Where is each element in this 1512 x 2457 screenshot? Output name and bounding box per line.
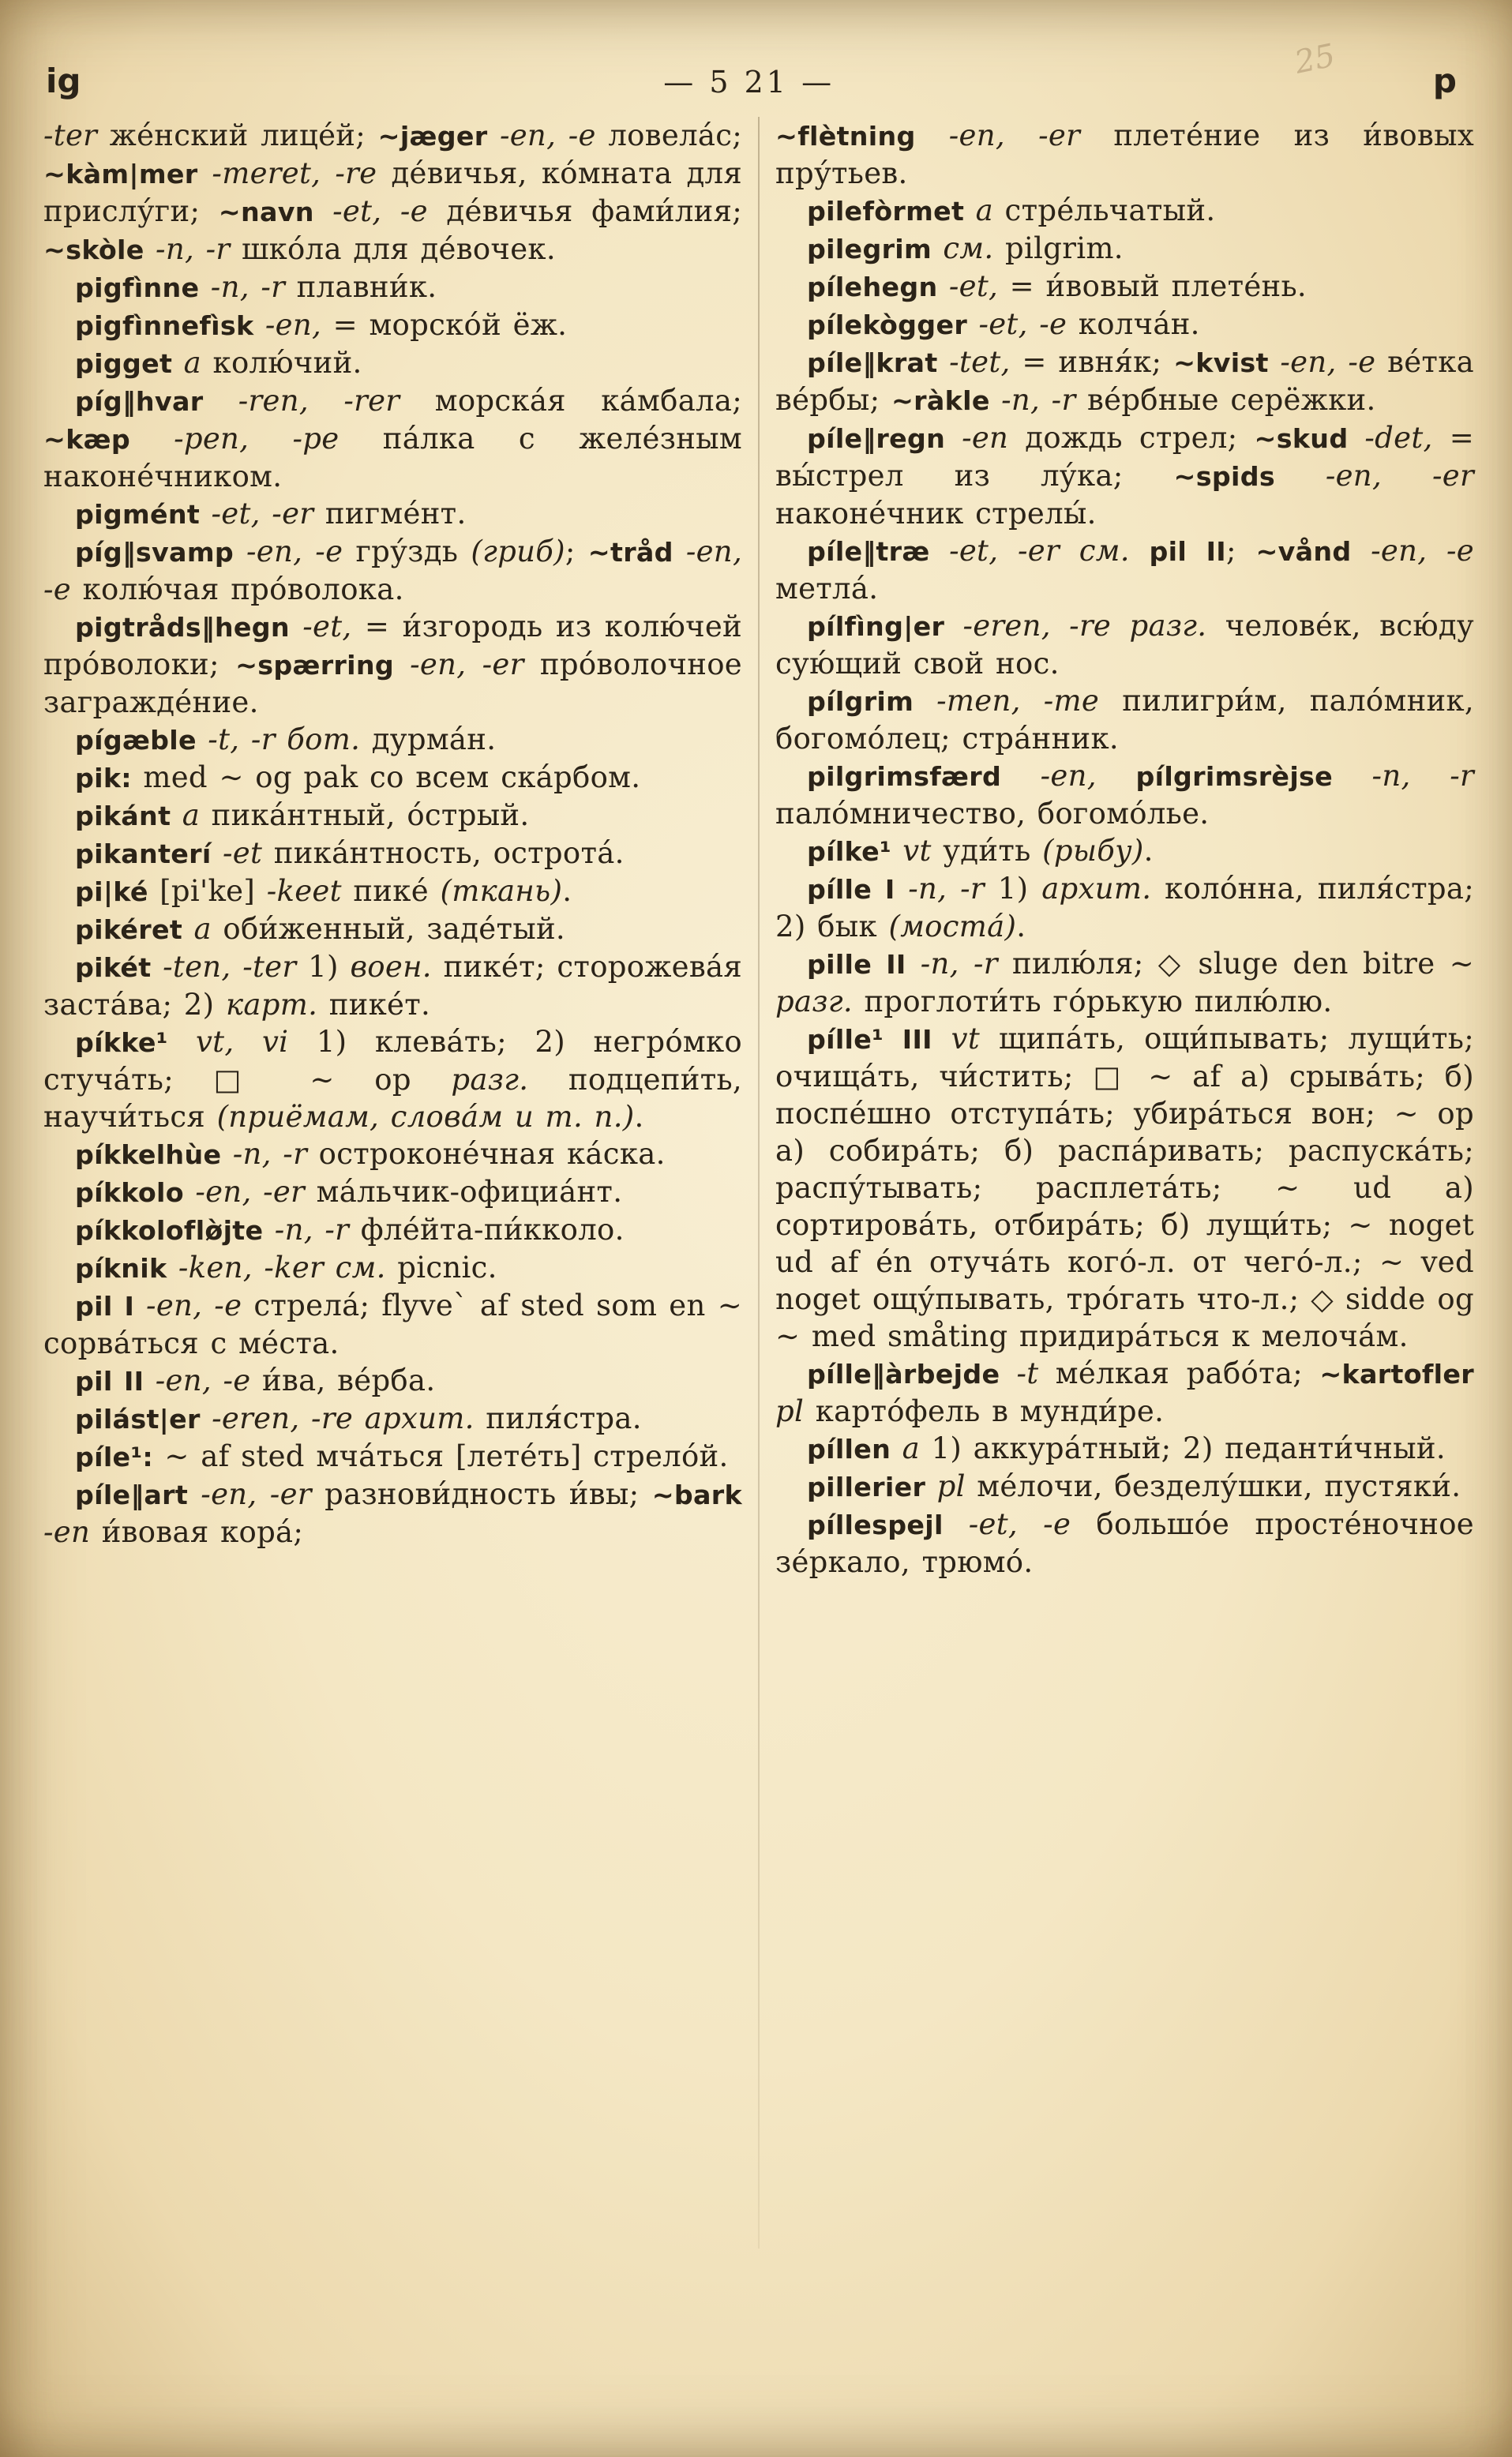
grammar-label: воен.	[350, 950, 444, 984]
dictionary-entry	[775, 117, 1474, 192]
grammar-label: -en	[962, 421, 1026, 455]
grammar-label: -ten, -ter	[163, 950, 309, 984]
grammar-label: -en, -e	[1280, 345, 1388, 379]
definition-text: ловела́с;	[608, 118, 743, 152]
definition-text: .	[562, 874, 572, 908]
dictionary-entry	[43, 910, 742, 948]
headword: pígæble	[75, 725, 208, 756]
definition-text: ;	[1225, 534, 1256, 568]
headword: ∼skòle	[43, 234, 156, 265]
dictionary-entry	[775, 607, 1474, 682]
grammar-label: разг.	[1129, 609, 1225, 643]
grammar-label: vt	[951, 1022, 999, 1056]
headword: pigmént	[75, 499, 212, 530]
grammar-label: -meret, -re	[212, 156, 392, 190]
headword: pílgrim	[807, 686, 937, 717]
grammar-label: -en, -e	[146, 1289, 254, 1322]
headword: píllespejl	[807, 1510, 969, 1540]
dictionary-entry	[43, 268, 742, 306]
grammar-label: a	[183, 346, 213, 380]
headword: píknik	[75, 1253, 178, 1284]
dictionary-entry	[775, 1020, 1474, 1355]
grammar-label: -tet,	[949, 345, 1022, 379]
dictionary-entry	[43, 759, 742, 797]
headword: píkkoloflø̀jte	[75, 1215, 275, 1246]
definition-text: med ∼ og pak со всем ска́рбом.	[143, 760, 641, 794]
headword: píle‖træ	[807, 536, 950, 567]
grammar-label: vt, vi	[195, 1025, 317, 1059]
grammar-label: vt	[902, 834, 944, 868]
definition-text: подцепи́ть, научи́ться	[43, 1063, 742, 1134]
dictionary-entry	[775, 532, 1474, 607]
definition-text: пике́т; сторожева́я заста́ва; 2)	[43, 950, 743, 1022]
grammar-label: -en, -e	[1371, 534, 1475, 568]
headword: pigtråds‖hegn	[75, 612, 303, 643]
definition-text: большо́е просте́ночное зе́ркало, трюмо́.	[775, 1507, 1474, 1579]
definition-text: стре́льчатый.	[1004, 193, 1216, 227]
grammar-label: -keet	[266, 874, 354, 908]
grammar-label: -ren, -rer	[238, 384, 435, 418]
definition-text: пилигри́м, пало́мник, богомо́лец; стра́нник.	[775, 684, 1474, 756]
headword: ∼spids	[1173, 461, 1326, 492]
headword: píllen	[807, 1434, 902, 1465]
grammar-label: -ter	[43, 118, 98, 152]
definition-text: челове́к, всю́ду сую́щий свой нос.	[775, 609, 1474, 681]
dictionary-entry	[43, 344, 742, 382]
definition-text: пало́мничество, богомо́лье.	[775, 797, 1210, 831]
text-columns	[43, 117, 1474, 2249]
grammar-label: -n, -r	[1371, 759, 1475, 793]
definition-text: ∼ af sted мча́ться [лете́ть] стрело́й.	[164, 1439, 729, 1473]
definition-text: же́нский лице́й;	[97, 118, 378, 152]
definition-text: .	[634, 1100, 644, 1134]
dictionary-entry	[775, 832, 1474, 870]
definition-text: оби́женный, заде́тый.	[223, 912, 565, 946]
headword: pílle I	[807, 874, 909, 905]
definition-text: про́волочное загражде́ние.	[43, 647, 742, 719]
grammar-label: a	[182, 798, 212, 832]
definition-text: пиля́стра.	[486, 1401, 642, 1435]
grammar-label: -det,	[1364, 421, 1450, 455]
definition-text: pilgrim.	[1005, 231, 1124, 265]
grammar-label: -eren, -re	[212, 1401, 365, 1435]
dictionary-entry	[775, 1355, 1474, 1430]
grammar-label: см.	[1079, 534, 1150, 568]
grammar-label: -n, -r	[156, 232, 242, 266]
headword: pil II	[1149, 536, 1226, 567]
headword: pigget	[75, 348, 184, 379]
grammar-label: -et, -e	[968, 1507, 1097, 1541]
grammar-label: -en, -e	[43, 535, 743, 606]
headword: pillerier	[807, 1472, 937, 1502]
grammar-label: -n, -r	[920, 947, 1013, 981]
definition-text: 1) аккура́тный; 2) педанти́чный.	[931, 1431, 1446, 1465]
grammar-label: -et, -e	[332, 194, 447, 228]
dictionary-entry	[43, 306, 742, 344]
grammar-label: -et, -er	[211, 497, 325, 531]
definition-text: па́лка с желе́зным наконе́чником.	[43, 422, 742, 493]
definition-text: колю́чая про́волока.	[82, 572, 404, 606]
definition-text: 1) клева́ть; 2) негро́мко стуча́ть; □ ∼ op	[43, 1025, 742, 1097]
grammar-label: архит.	[364, 1401, 486, 1435]
headword: pílekògger	[807, 309, 979, 340]
definition-text: гру́здь	[355, 535, 471, 568]
grammar-label: -et,	[948, 269, 1010, 303]
dictionary-entry	[43, 1476, 742, 1551]
dictionary-entry	[43, 1362, 742, 1400]
headword: ∼jæger	[377, 121, 500, 152]
definition-text: пике́т.	[328, 988, 431, 1022]
dictionary-entry	[43, 1438, 742, 1476]
definition-text: колча́н.	[1078, 307, 1200, 341]
grammar-label: (моста́)	[888, 910, 1017, 943]
grammar-label: -t, -r	[208, 722, 287, 756]
definition-text: карто́фель в мунди́ре.	[815, 1394, 1165, 1428]
grammar-label: -en,	[1040, 759, 1136, 793]
grammar-label: -men, -me	[936, 684, 1123, 718]
definition-text: пика́нтный, о́стрый.	[211, 798, 530, 832]
definition-text: ве́тка ве́рбы;	[775, 345, 1474, 417]
headword: pi|ké	[75, 876, 160, 907]
definition-text: плавни́к.	[296, 270, 437, 304]
definition-text: = вы́стрел из лу́ка;	[775, 421, 1474, 493]
dictionary-entry	[775, 870, 1474, 945]
dictionary-entry	[43, 382, 742, 495]
page-number: — 5 21 —	[663, 65, 835, 99]
dictionary-entry	[775, 1468, 1474, 1506]
column-divider	[758, 117, 760, 2249]
definition-text: де́вичья, ко́мната для прислу́ги;	[43, 156, 743, 228]
right-catchword: p	[1432, 62, 1457, 100]
headword: píkke¹	[75, 1027, 196, 1058]
definition-text: ;	[565, 535, 588, 568]
definition-text: = и́згородь из колю́чей про́волоки;	[43, 610, 743, 681]
grammar-label: -et,	[302, 610, 365, 643]
definition-text: коло́нна, пиля́стра; 2) бык	[775, 872, 1474, 943]
grammar-label: -en, -er	[195, 1175, 317, 1209]
headword: ∼kæp	[43, 424, 174, 455]
grammar-label: -t	[1016, 1356, 1056, 1390]
dictionary-entry	[43, 117, 742, 268]
definition-text: пика́нтность, острота́.	[273, 836, 625, 870]
definition-text: уди́ть	[943, 834, 1043, 868]
dictionary-entry	[775, 1430, 1474, 1468]
headword: píkkolo	[75, 1177, 196, 1208]
dictionary-entry	[775, 757, 1474, 832]
dictionary-entry	[775, 268, 1474, 306]
definition-text: picnic.	[397, 1251, 497, 1285]
dictionary-entry	[43, 1287, 742, 1362]
definition-text: пигме́нт.	[325, 497, 467, 531]
headword: píle¹:	[75, 1442, 165, 1472]
grammar-label: (приёмам, слова́м и т. п.)	[216, 1100, 635, 1134]
dictionary-entry	[43, 872, 742, 910]
dictionary-entry	[43, 1173, 742, 1211]
grammar-label: -en, -e	[499, 118, 609, 152]
definition-text: ма́льчик-официа́нт.	[316, 1175, 623, 1209]
dictionary-entry	[775, 419, 1474, 532]
headword: ∼skud	[1254, 423, 1365, 454]
headword: píkkelhùe	[75, 1139, 233, 1170]
grammar-label: -en, -er	[201, 1477, 325, 1511]
grammar-label: a	[193, 912, 223, 946]
page-header	[46, 62, 1457, 100]
dictionary-entry	[43, 721, 742, 759]
dictionary-entry	[775, 945, 1474, 1020]
headword: pille II	[807, 949, 921, 980]
definition-text: шко́ла для де́вочек.	[241, 232, 556, 266]
grammar-label: см.	[943, 231, 1006, 265]
dictionary-entry	[43, 835, 742, 872]
headword: pilást|er	[75, 1404, 212, 1435]
definition-text: ме́лочи, безделу́шки, пустяки́.	[977, 1469, 1461, 1503]
definition-text: пике́	[353, 874, 441, 908]
headword: ∼bark	[651, 1480, 742, 1510]
grammar-label: -en, -er	[948, 118, 1114, 152]
grammar-label: карт.	[225, 988, 329, 1022]
headword: pikanterí	[75, 838, 223, 869]
grammar-label: -n, -r	[210, 270, 297, 304]
grammar-label: -et, -er	[949, 534, 1079, 568]
dictionary-entry	[775, 1506, 1474, 1581]
definition-text: = ивня́к;	[1022, 345, 1174, 379]
headword: píle‖regn	[807, 423, 962, 454]
headword: pil I	[75, 1291, 147, 1322]
grammar-label: -en,	[265, 308, 333, 342]
headword: pílle‖àrbejde	[807, 1359, 1017, 1390]
grammar-label: a	[975, 193, 1005, 227]
definition-text: 1)	[997, 872, 1042, 906]
definition-text: колю́чий.	[212, 346, 362, 380]
headword: pílgrimsrèjse	[1135, 761, 1372, 792]
dictionary-entry	[43, 1135, 742, 1173]
definition-text: остроконе́чная ка́ска.	[318, 1137, 666, 1171]
definition-text: разнови́дность и́вы;	[325, 1477, 652, 1511]
dictionary-entry	[43, 1211, 742, 1249]
definition-text: = морско́й ёж.	[332, 308, 568, 342]
dictionary-entry	[775, 682, 1474, 757]
definition-text: = и́вовый плете́нь.	[1009, 269, 1307, 303]
grammar-label: -en	[43, 1515, 102, 1549]
dictionary-entry	[43, 1023, 742, 1135]
definition-text: дурма́н.	[371, 722, 497, 756]
dictionary-entry	[43, 1400, 742, 1438]
headword: pilgrimsfærd	[807, 761, 1041, 792]
dictionary-entry	[43, 608, 742, 721]
grammar-label: -n, -r	[908, 872, 998, 906]
dictionary-entry	[775, 230, 1474, 268]
dictionary-entry	[43, 1249, 742, 1287]
definition-text: .	[1016, 910, 1026, 943]
headword: pílke¹	[807, 836, 903, 867]
headword: ∼kàm|mer	[43, 159, 212, 189]
headword: pil II	[75, 1366, 156, 1397]
grammar-label: (гриб)	[471, 535, 565, 568]
headword: ∼ràkle	[891, 385, 1002, 416]
left-catchword: ig	[46, 62, 81, 100]
pencil-annotation: 25	[1291, 37, 1339, 81]
headword: píle‖krat	[807, 347, 950, 378]
left-column	[43, 117, 742, 2249]
headword: pik:	[75, 763, 144, 793]
headword: ∼vånd	[1255, 536, 1371, 567]
grammar-label: разг.	[451, 1063, 568, 1097]
headword: ∼kartofler	[1319, 1359, 1474, 1390]
definition-text: проглоти́ть го́рькую пилю́лю.	[864, 985, 1333, 1018]
definition-text: плете́ние из и́вовых пру́тьев.	[775, 118, 1474, 190]
definition-text: ме́лкая рабо́та;	[1055, 1356, 1320, 1390]
grammar-label: -n, -r	[274, 1213, 361, 1247]
dictionary-entry	[43, 495, 742, 533]
grammar-label: -en, -e	[246, 535, 356, 568]
headword: pigfìnnefìsk	[75, 310, 265, 341]
headword: pílle¹ III	[807, 1024, 951, 1055]
headword: pikánt	[75, 801, 182, 831]
definition-text: .	[1143, 834, 1154, 868]
right-column	[775, 117, 1474, 2249]
definition-text: ве́рбные серёжки.	[1087, 383, 1376, 417]
grammar-label: -eren, -re	[962, 609, 1130, 643]
grammar-label: pl	[936, 1469, 977, 1503]
headword: ∼navn	[218, 197, 333, 227]
dictionary-entry	[775, 306, 1474, 343]
grammar-label: -ken, -ker	[178, 1251, 336, 1285]
definition-text: пилю́ля; ◇ sluge den bitre ∼	[1012, 947, 1475, 981]
definition-text: и́ва, ве́рба.	[262, 1364, 436, 1397]
definition-text: морска́я ка́мбала;	[434, 384, 742, 418]
headword: pikéret	[75, 914, 194, 945]
grammar-label: -pen, -pe	[174, 422, 383, 456]
headword: ∼flètning	[775, 121, 949, 152]
headword: pílfìng|er	[807, 611, 963, 642]
definition-text: 1)	[308, 950, 351, 984]
grammar-label: разг.	[775, 985, 865, 1018]
headword: píle‖art	[75, 1480, 201, 1510]
headword: pilegrim	[807, 234, 944, 264]
grammar-label: -en, -er	[410, 647, 540, 681]
headword: pigfìnne	[75, 272, 211, 303]
grammar-label: pl	[775, 1394, 816, 1428]
definition-text: де́вичья фами́лия;	[446, 194, 742, 228]
grammar-label: бот.	[287, 722, 372, 756]
dictionary-entry	[43, 948, 742, 1023]
grammar-label: -n, -r	[232, 1137, 319, 1171]
grammar-label: -et	[223, 836, 274, 870]
grammar-label: архит.	[1041, 872, 1165, 906]
dictionary-entry	[43, 533, 742, 608]
headword: ∼tråd	[587, 537, 686, 568]
definition-text: дождь стрел;	[1025, 421, 1255, 455]
grammar-label: см.	[335, 1251, 398, 1285]
dictionary-entry	[43, 797, 742, 835]
definition-text: и́вовая кора́;	[101, 1515, 304, 1549]
definition-text: наконе́чник стрелы́.	[775, 497, 1097, 531]
grammar-label: -n, -r	[1001, 383, 1087, 417]
headword: ∼kvist	[1173, 347, 1281, 378]
headword: pílehegn	[807, 272, 949, 302]
grammar-label: a	[902, 1431, 932, 1465]
headword: pilefòrmet	[807, 196, 976, 227]
dictionary-entry	[775, 343, 1474, 419]
definition-text: стрела́; flyve` af sted som en ∼ сорва́ться с ме́ста.	[43, 1289, 742, 1360]
grammar-label: -et, -e	[978, 307, 1079, 341]
dictionary-entry	[775, 192, 1474, 230]
headword: pikét	[75, 952, 163, 983]
headword: ∼spærring	[235, 650, 411, 681]
definition-text: фле́йта-пи́кколо.	[360, 1213, 625, 1247]
definition-text: метла́.	[775, 572, 879, 606]
headword: píg‖hvar	[75, 386, 238, 417]
definition-text: щипа́ть, ощи́пывать; лущи́ть; очища́ть, чи́стить; □ ∼ af а) срыва́ть; б) поспе́шно отступа́ть; убира́ться вон; ∼ op а) собира́ть; б) распа́ривать; распуска́ть; распу́тывать; расплета́ть; ∼ ud а) сортирова́ть, отбира́ть; б) лущи́ть; ∼ noget ud af én отуча́ть кого́-л. от чего́-л.; ∼ ved noget ощу́пывать, тро́гать что-л.; ◇ sidde og ∼ med småting придира́ться к мелоча́м.	[775, 1022, 1474, 1353]
grammar-label: (ткань)	[440, 874, 563, 908]
headword: píg‖svamp	[75, 537, 246, 568]
grammar-label: -en, -e	[155, 1364, 263, 1397]
grammar-label: -en, -er	[1325, 459, 1474, 493]
grammar-label: (рыбу)	[1042, 834, 1144, 868]
definition-text: [pi'ke]	[159, 874, 267, 908]
